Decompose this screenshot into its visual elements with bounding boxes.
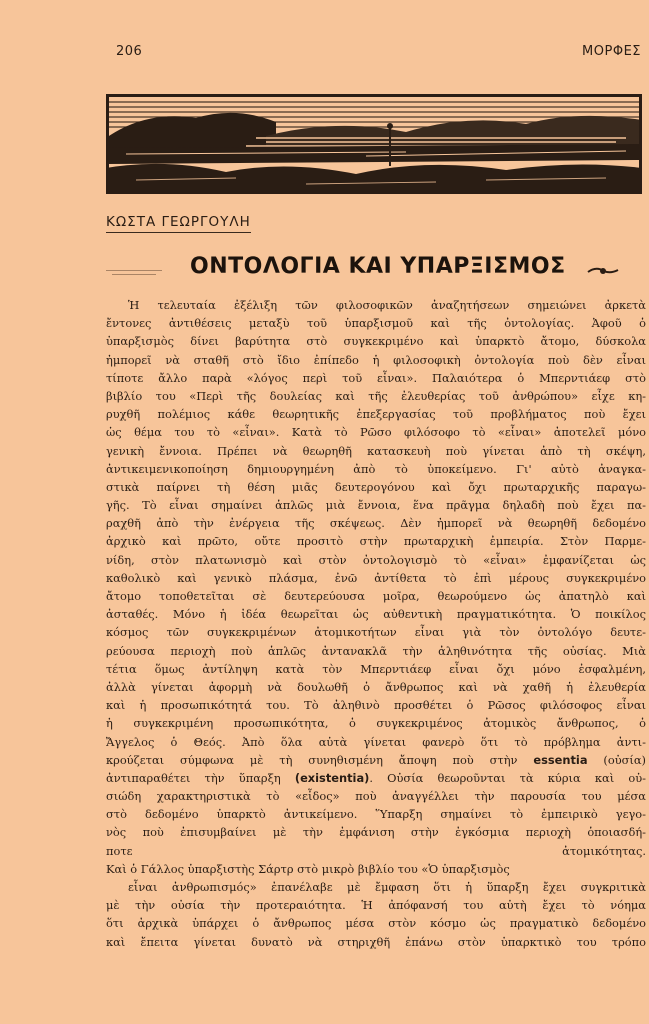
article-body	[106, 296, 646, 951]
body-text: (οὐσία)	[587, 752, 646, 767]
body-line: ρεύουσα περιοχὴ ποὺ ἁπλῶς ἀντανακλᾶ τὴν ἀληθινότητα τῆς οὐσίας. Μιὰ	[106, 643, 646, 658]
body-line: ὡς θέμα του τὸ «εἶναι». Κατὰ τὸ Ρῶσο φιλόσοφο τὸ «εἶναι» ἀποτελεῖ μόνο	[106, 425, 646, 440]
page-number: 206	[116, 44, 143, 59]
landscape-engraving	[106, 88, 642, 194]
body-line: ἡ συγκεκριμένη προσωπικότητα, ὁ συγκεκριμένος ἀτομικὸς ἄνθρωπος, ὁ	[106, 716, 646, 731]
body-line: Ἡ τελευταία ἐξέλιξη τῶν φιλοσοφικῶν ἀναζητήσεων σημειώνει ἀρκετὰ	[128, 298, 646, 312]
body-line: ὑπαρξισμὸς δίνει βαρύτητα στὸ συγκεκριμένο καὶ ὑπαρκτὸ ἄτομο, δύσκολα	[106, 334, 646, 349]
body-line: ποτε ἀτομικότητας.	[106, 843, 646, 858]
body-line: ἠμπορεῖ νὰ σταθῆ στὸ ἴδιο ἐπίπεδο ἡ φιλοσοφικὴ ὀντολογία ποὺ δὲν εἶναι	[106, 352, 646, 367]
body-text: κρούζεται σύμφωνα μὲ τὴ συνηθισμένη ἄποψη ποὺ στὴν	[106, 752, 534, 767]
landscape-vignette	[106, 88, 642, 194]
body-line: ἀντικειμενικοποίηση δημιουργημένη ἀπὸ τὸ ὑποκείμενο. Γι' αὐτὸ ἀναγκα-	[106, 461, 646, 476]
body-line: ἀρχικὸ καὶ πρῶτο, οὔτε προσιτὸ στὴν πρωταρχικὴ ἐμπειρία. Στὸν Παρμε-	[106, 534, 646, 549]
body-line: καὶ ἔπειτα γίνεται δυνατὸ νὰ στηριχθῆ ἐπάνω στὸν ὑπαρκτικὸ του τρόπο	[106, 934, 646, 949]
body-line: τέτια ὅμως ἀντίληψη κατὰ τὸν Μπερντιάεφ εἶναι ὄχι μόνο ἐσφαλμένη,	[106, 661, 646, 676]
body-line: κόσμος τῶν συγκεκριμένων ἀτομικοτήτων εἶναι γιὰ τὸν ὀντολόγο δευτε-	[106, 625, 646, 640]
body-line: εἶναι ἀνθρωπισμός» ἐπανέλαβε μὲ ἔμφαση ὅτι ἡ ὕπαρξη ἔχει συγκριτικὰ	[128, 880, 646, 894]
body-line	[106, 751, 646, 769]
body-line: τίποτε ἄλλο παρὰ «λόγος περὶ τοῦ εἶναι». Παλαιότερα ὁ Μπερντιάεφ στὸ	[106, 370, 646, 385]
body-line: γενικὴ ἔννοια. Πρέπει νὰ θεωρηθῆ κατασκευὴ ποὺ γίνεται ἀπὸ τὴ σκέψη,	[106, 443, 646, 458]
body-line: Καὶ ὁ Γάλλος ὑπαρξιστὴς Σάρτρ στὸ μικρὸ βιβλίο του «Ὁ ὑπαρξισμὸς	[106, 861, 510, 876]
faded-ornament	[106, 268, 166, 278]
body-line: ἀλλὰ γίνεται ἀφορμὴ νὰ δουλωθῆ ὁ ἄνθρωπος καὶ νὰ χαθῆ ἡ ἐλευθερία	[106, 679, 646, 694]
body-line: ραχθῆ ἀπὸ τὴν ἐνέργεια τῆς σκέψεως. Δὲν ἠμπορεῖ νὰ θεωρηθῆ δεδομένο	[106, 516, 646, 531]
body-line: ἔντονες ἀντιθέσεις μεταξὺ τοῦ ὑπαρξισμοῦ καὶ τῆς ὀντολογίας. Ἀφοῦ ὁ	[106, 316, 646, 331]
emphasized-term: (existentia)	[294, 770, 370, 785]
body-line: γῆς. Τὸ εἶναι σημαίνει ἁπλῶς μιὰ ἔννοια, ἕνα πρᾶγμα δηλαδὴ ποὺ ἔχει πα-	[106, 498, 646, 513]
body-line: καὶ ἡ προσωπικότητά του. Τὸ ἀληθινὸ προσθέτει ὁ Ρῶσος φιλόσοφος εἶναι	[106, 698, 646, 713]
body-line: βιβλίο του «Περὶ τῆς δουλείας καὶ τῆς ἐλευθερίας τοῦ ἀνθρώπου» εἶχε κη-	[106, 388, 646, 403]
body-line: ἄτομο τοποθετεῖται σὲ δευτερεύουσα μοῖρα, θεωρούμενο ὡς ἀπατηλὸ καὶ	[106, 589, 646, 603]
body-line: σιώδη χαρακτηριστικὰ τὸ «εἶδος» ποὺ ἀναγγέλλει τὴν παρουσία του μέσα	[106, 789, 646, 804]
body-line: στικὰ παίρνει τὴ θέση μιᾶς δευτερογόνου καὶ ὄχι πρωταρχικῆς παραγω-	[106, 479, 646, 494]
body-line: ἀσταθές. Μόνο ἡ ἰδέα θεωρεῖται ὡς αὐθεντικὴ πραγματικότητα. Ὁ ποικίλος	[106, 607, 646, 622]
body-line: νίδη, στὸν πλατωνισμὸ καὶ στὸν ὀντολογισμὸ τὸ «εἶναι» ἐμφανίζεται ὡς	[106, 552, 646, 567]
article-author: ΚΩΣΤΑ ΓΕΩΡΓΟΥΛΗ	[106, 214, 251, 233]
running-header	[116, 44, 641, 64]
fleuron-icon	[586, 262, 620, 280]
body-line: νὸς ποὺ ἐπισυμβαίνει μὲ τὴν ἐμφάνιση στὴν ἐγκόσμια περιοχὴ ὁποιασδή-	[106, 825, 646, 840]
body-text: ἀντιπαραθέτει τὴν ὕπαρξη	[106, 770, 295, 785]
body-line: ρυχθῆ πολέμιος κάθε θεωρητικῆς ἐπεξεργασίας τοῦ προβλήματος ποὺ ἔχει	[106, 407, 646, 422]
body-line: Ἄγγελος ὁ Θεός. Ἀπὸ ὅλα αὐτὰ γίνεται φανερὸ ὅτι τὸ πρόβλημα ἀντι-	[106, 734, 646, 749]
title-row	[106, 254, 646, 288]
body-line: ὅτι ἀρχικὰ ὑπάρχει ὁ ἄνθρωπος μέσα στὸν κόσμο ὡς πραγματικὸ δεδομένο	[106, 916, 646, 931]
body-line: καθολικὸ καὶ γενικὸ πλάσμα, ἐνῶ ἀντίθετα τὸ ἐπὶ μέρους συγκεκριμένο	[106, 570, 646, 585]
emphasized-term: essentia	[533, 752, 588, 767]
article-title: ΟΝΤΟΛΟΓΙΑ ΚΑΙ ΥΠΑΡΞΙΣΜΟΣ	[190, 254, 566, 279]
body-line	[106, 769, 646, 787]
body-line: μὲ τὴν οὐσία τὴν προτεραιότητα. Ἡ ἀπόφανσή του αὐτὴ ἔχει τὸ νόημα	[106, 898, 646, 913]
magazine-name: ΜΟΡΦΕΣ	[582, 44, 641, 59]
body-line: στὸ δεδομένο ὑπαρκτὸ ἀντικείμενο. Ὕπαρξη σημαίνει τὸ ἐμπειρικὸ γεγο-	[106, 807, 646, 822]
body-text: . Οὐσία θεωροῦνται τὰ κύρια καὶ οὐ-	[369, 770, 646, 785]
